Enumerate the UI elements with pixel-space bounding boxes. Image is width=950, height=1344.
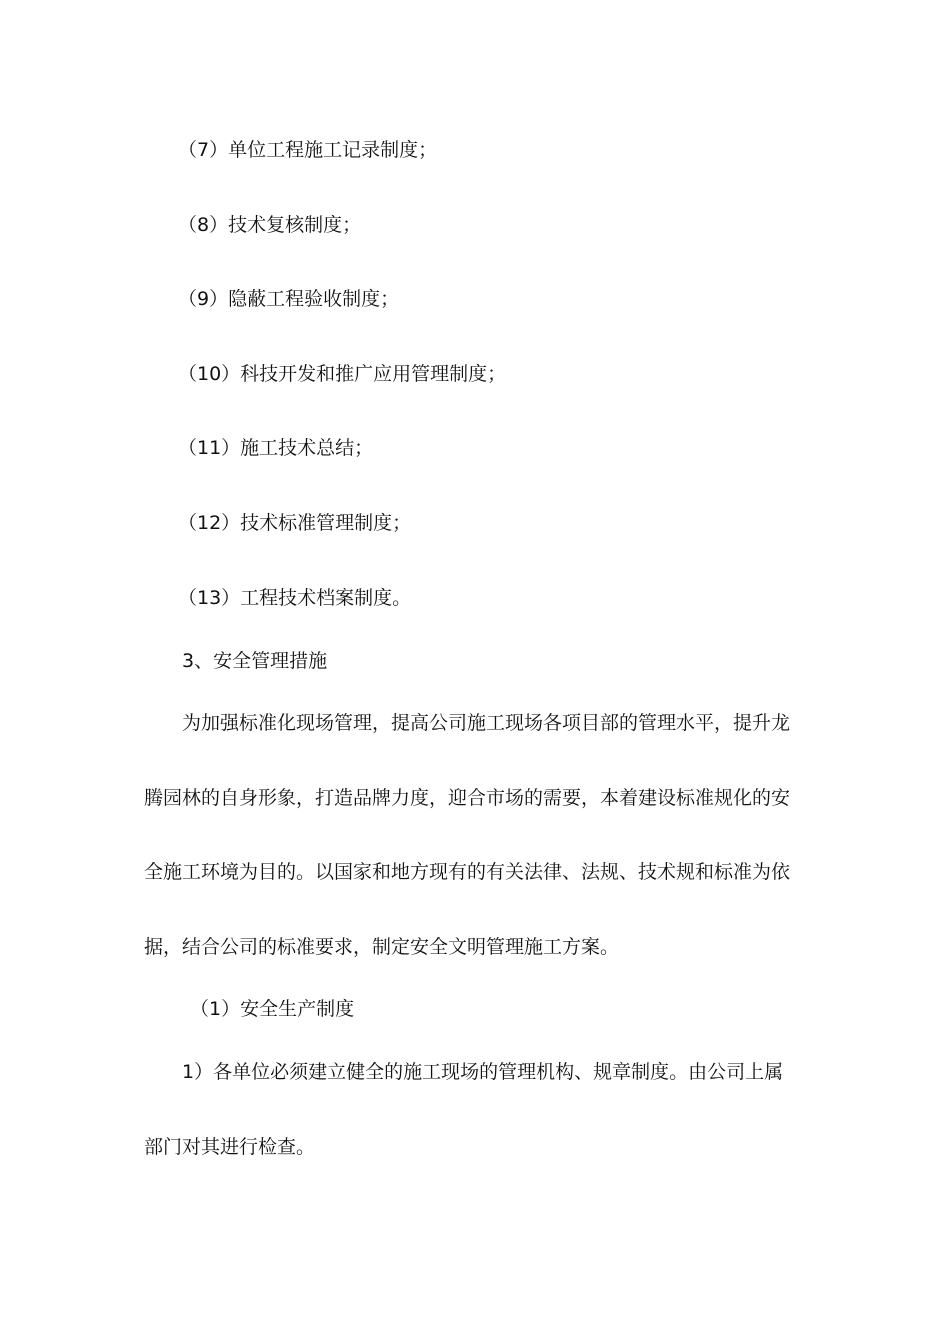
list-item-9: （9）隐蔽工程验收制度；: [178, 288, 400, 310]
item-paragraph-line-2: 部门对其进行检查。: [144, 1136, 316, 1158]
list-item-11: （11）施工技术总结；: [178, 437, 374, 459]
paragraph-line-4: 据，结合公司的标准要求，制定安全文明管理施工方案。: [144, 936, 620, 958]
list-item-13: （13）工程技术档案制度。: [178, 587, 412, 609]
paragraph-line-3: 全施工环境为目的。以国家和地方现有的有关法律、法规、技术规和标准为依: [144, 861, 791, 883]
list-item-8: （8）技术复核制度；: [178, 214, 362, 236]
list-item-10: （10）科技开发和推广应用管理制度；: [178, 363, 507, 385]
paragraph-line-1: 为加强标准化现场管理，提高公司施工现场各项目部的管理水平，提升龙: [182, 712, 791, 734]
list-item-7: （7）单位工程施工记录制度；: [178, 139, 438, 161]
section-heading: 3、安全管理措施: [182, 650, 328, 672]
sub-heading: （1）安全生产制度: [190, 998, 355, 1020]
paragraph-line-2: 腾园林的自身形象，打造品牌力度，迎合市场的需要，本着建设标准规化的安: [144, 787, 791, 809]
list-item-12: （12）技术标准管理制度；: [178, 512, 412, 534]
item-paragraph-line-1: 1）各单位必须建立健全的施工现场的管理机构、规章制度。由公司上属: [182, 1061, 784, 1083]
